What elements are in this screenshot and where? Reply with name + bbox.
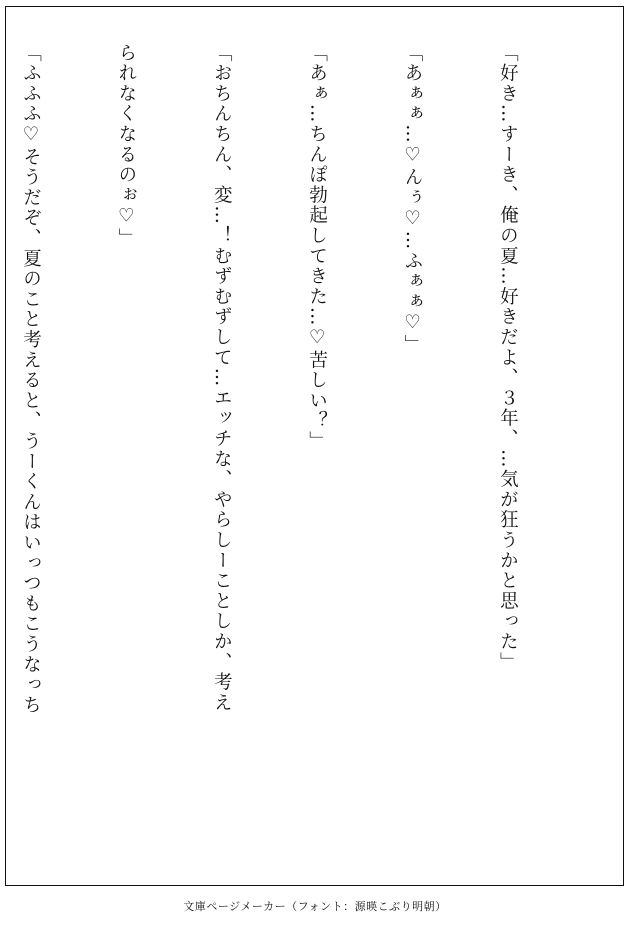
- text-line: 「ふふふ♡そうだぞ、夏のこと考えると、うーくんはいっつもこうなっち: [20, 43, 42, 716]
- vertical-text-body: [20, 43, 587, 843]
- text-line: 「あぁ…ちんぽ勃起してきた…♡苦しい？」: [306, 43, 328, 452]
- page-frame: [5, 6, 624, 886]
- footer-credit: 文庫ページメーカー（フォント：源暎こぶり明朝）: [183, 900, 447, 913]
- text-line: られなくなるのぉ♡」: [115, 43, 137, 249]
- text-line: 「好き…すーき、俺の夏…好きだよ、３年、…気が狂うかと思った」: [497, 43, 519, 673]
- text-line: 「おちんちん、変…！むずむずして…エッチな、やらしーことしか、考え: [211, 43, 233, 713]
- text-line: 「あぁぁ…♡んぅ♡…ふぁぁ♡」: [402, 43, 424, 355]
